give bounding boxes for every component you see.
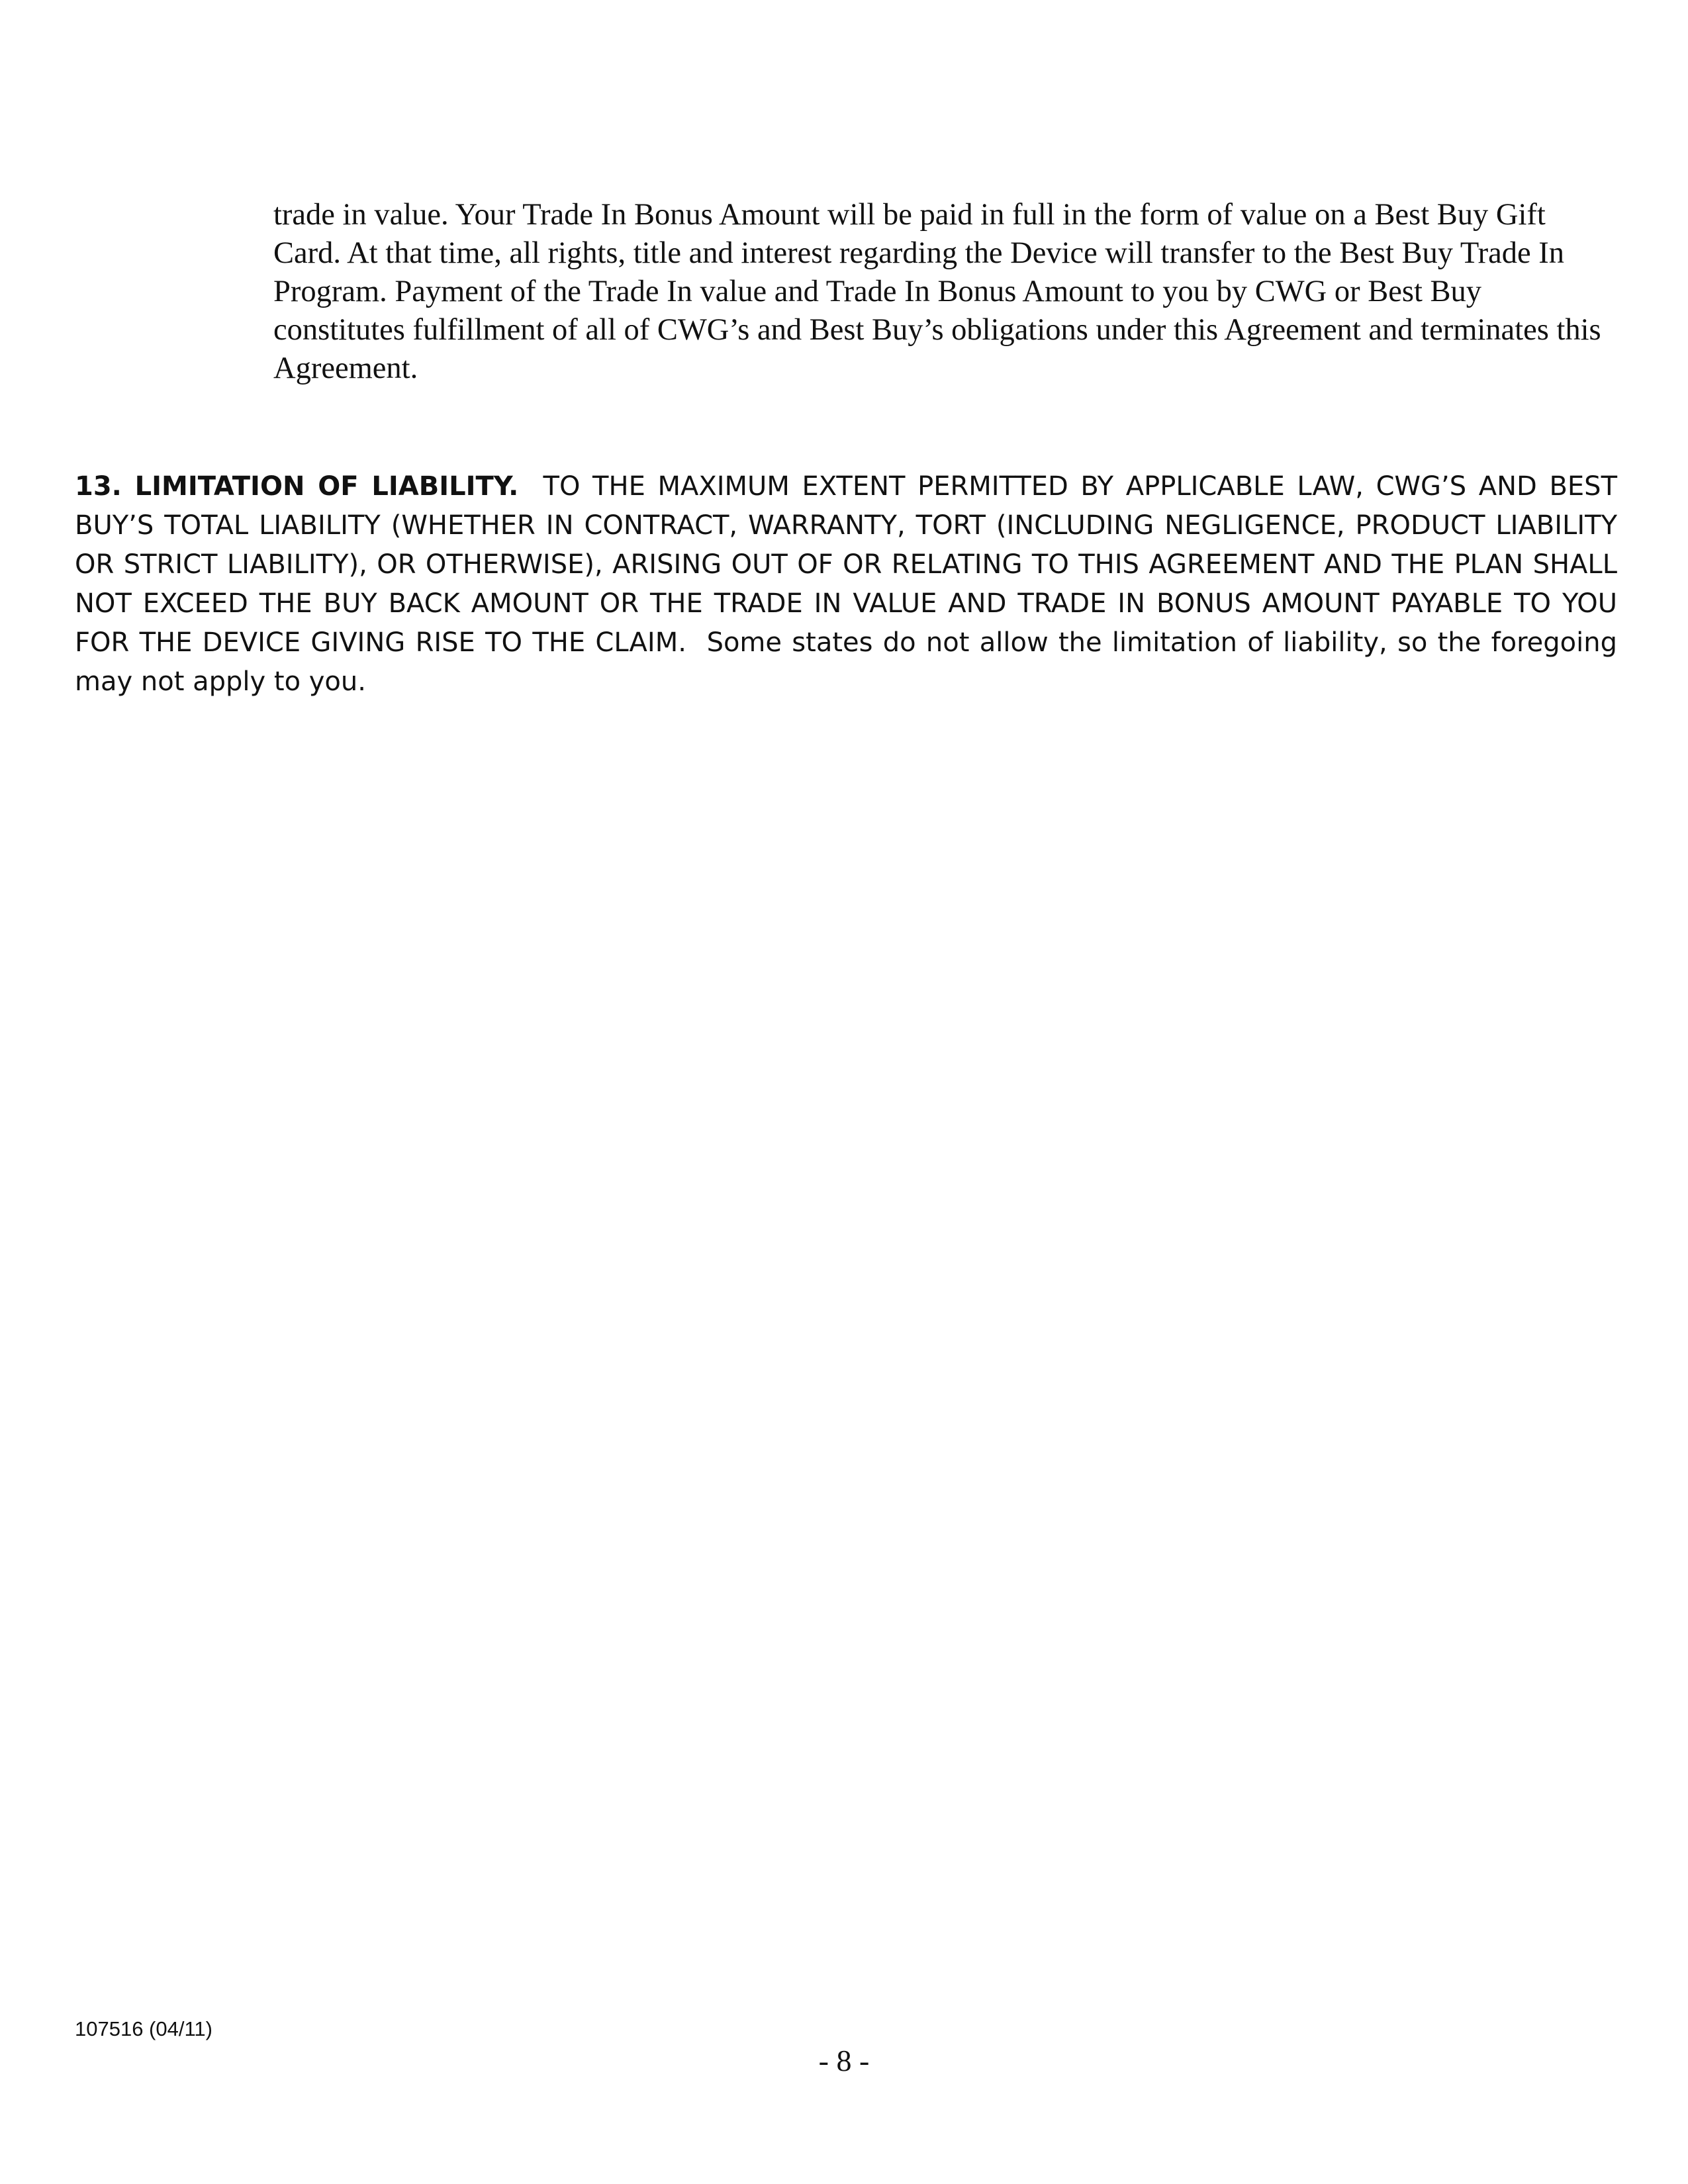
page-number: - 8 -	[818, 2044, 870, 2077]
section-13-limitation-of-liability	[75, 467, 1617, 702]
form-code: 107516 (04/11)	[75, 2017, 212, 2040]
continuation-paragraph: trade in value. Your Trade In Bonus Amount will be paid in full in the form of value on a Best Buy Gift Card. At that time, all rights, title and interest regarding the Device will transfer to the Best Buy Trade In Program. Payment of the Trade In value and Trade In Bonus Amount to you by CWG or Best Buy constitutes fulfillment of all of CWG’s and Best Buy’s obligations under this Agreement and terminates this Agreement.	[273, 198, 1601, 385]
section-13-body-tail: Some states do not allow the limitation of liability, so the foregoing may not apply to you.	[75, 627, 1618, 697]
section-13-heading: 13. LIMITATION OF LIABILITY.	[75, 471, 519, 502]
section-13-body-caps: TO THE MAXIMUM EXTENT PERMITTED BY APPLICABLE LAW, CWG’S AND BEST BUY’S TOTAL LIABILITY (WHETHER IN CONTRACT, WARRANTY, TORT (INCLUDING NEGLIGENCE, PRODUCT LIABILITY OR STRICT LIABILITY), OR OTHERWISE), ARISING OUT OF OR RELATING TO THIS AGREEMENT AND THE PLAN SHALL NOT EXCEED THE BUY BACK AMOUNT OR THE TRADE IN VALUE AND TRADE IN BONUS AMOUNT PAYABLE TO YOU FOR THE DEVICE GIVING RISE TO THE CLAIM.	[75, 471, 1618, 658]
